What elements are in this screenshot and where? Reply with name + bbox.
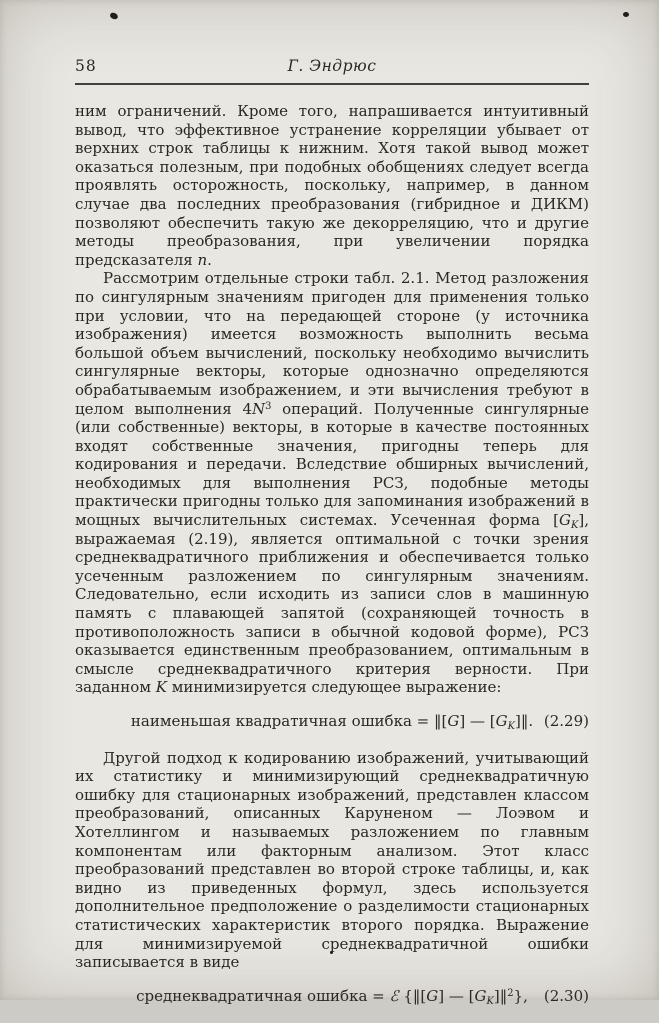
paragraph-continuation: ним ограничений. Кроме того, напрашивается интуитивный вывод, что эффективное устранение корреляции убывает от верхних строк таблицы к нижним. Хотя такой вывод может оказаться полезным, при подобных обобщениях следует всегда проявлять осторожность, поскольку, например, в данном случае два последних преобразования (гибридное и ДИКМ) позволяют обеспечить такую же декорреляцию, что и другие методы преобразования, при увеличении порядка предсказателя n. [75, 102, 589, 269]
equation-formula: среднеквадратичная ошибка = ℰ {‖[G] — $[G_K]‖^2$}, [136, 986, 528, 1007]
ink-speck [623, 12, 629, 17]
running-head [75, 57, 589, 78]
running-head-author: Г. Эндрюс [287, 57, 377, 75]
equation-2-30 [75, 987, 589, 1006]
paragraph-svd: Рассмотрим отдельные строки табл. 2.1. Метод разложения по сингулярным значениям пригоден для применения только при условии, что на передающей стороне (у источника изображения) имеется возможность выполнить весьма большой объем вычислений, поскольку необходимо вычислить сингулярные векторы, которые однозначно определяются обрабатываемым изображением, и эти вычисления требуют в целом выполнения $4N^3$ операций. Полученные сингулярные (или собственные) векторы, в которые в качестве постоянных входят собственные значения, пригодны теперь для кодирования и передачи. Вследствие обширных вычислений, необходимых для выполнения РСЗ, подобные методы практически пригодны только для запоминания изображений в мощных вычислительных системах. Усеченная форма $[G_K]$, выражаемая (2.19), является оптимальной с точки зрения среднеквадратичного приближения и обеспечивается только усеченным разложением по сингулярным значениям. Следовательно, если исходить из записи слов в машинную память с плавающей запятой (сохраняющей точность в противоположность записи в обычной кодовой форме), РСЗ оказывается единственным преобразованием, оптимальным в смысле среднеквадратичного критерия верности. При заданном K минимизируется следующее выражение: [75, 269, 589, 697]
equation-number: (2.29) [543, 712, 589, 730]
equation-2-29 [75, 712, 589, 731]
page-body [75, 102, 589, 1005]
equation-formula: наименьшая квадратичная ошибка = ‖[G] — $[G_K]‖$. [130, 712, 534, 732]
page-content [75, 0, 589, 1023]
paragraph-karhunen-loeve: Другой подход к кодированию изображений, учитывающий их статистику и минимизирующий среднеквадратичную ошибку для стационарных изображений, представлен классом преобразований, описанных Каруненом — Лоэвом и Хотеллингом и называемых разложением по главным компонентам или факторным анализом. Этот класс преобразований представлен во второй строке таблицы, и, как видно из приведенных формул, здесь используется дополнительное предположение о разделимости стационарных статистических характеристик второго порядка. Выражение для минимизируемой среднеквадратичной ошибки записывается в виде [75, 748, 589, 972]
page-number: 58 [75, 57, 97, 75]
header-rule [75, 83, 589, 85]
equation-number: (2.30) [543, 986, 589, 1005]
